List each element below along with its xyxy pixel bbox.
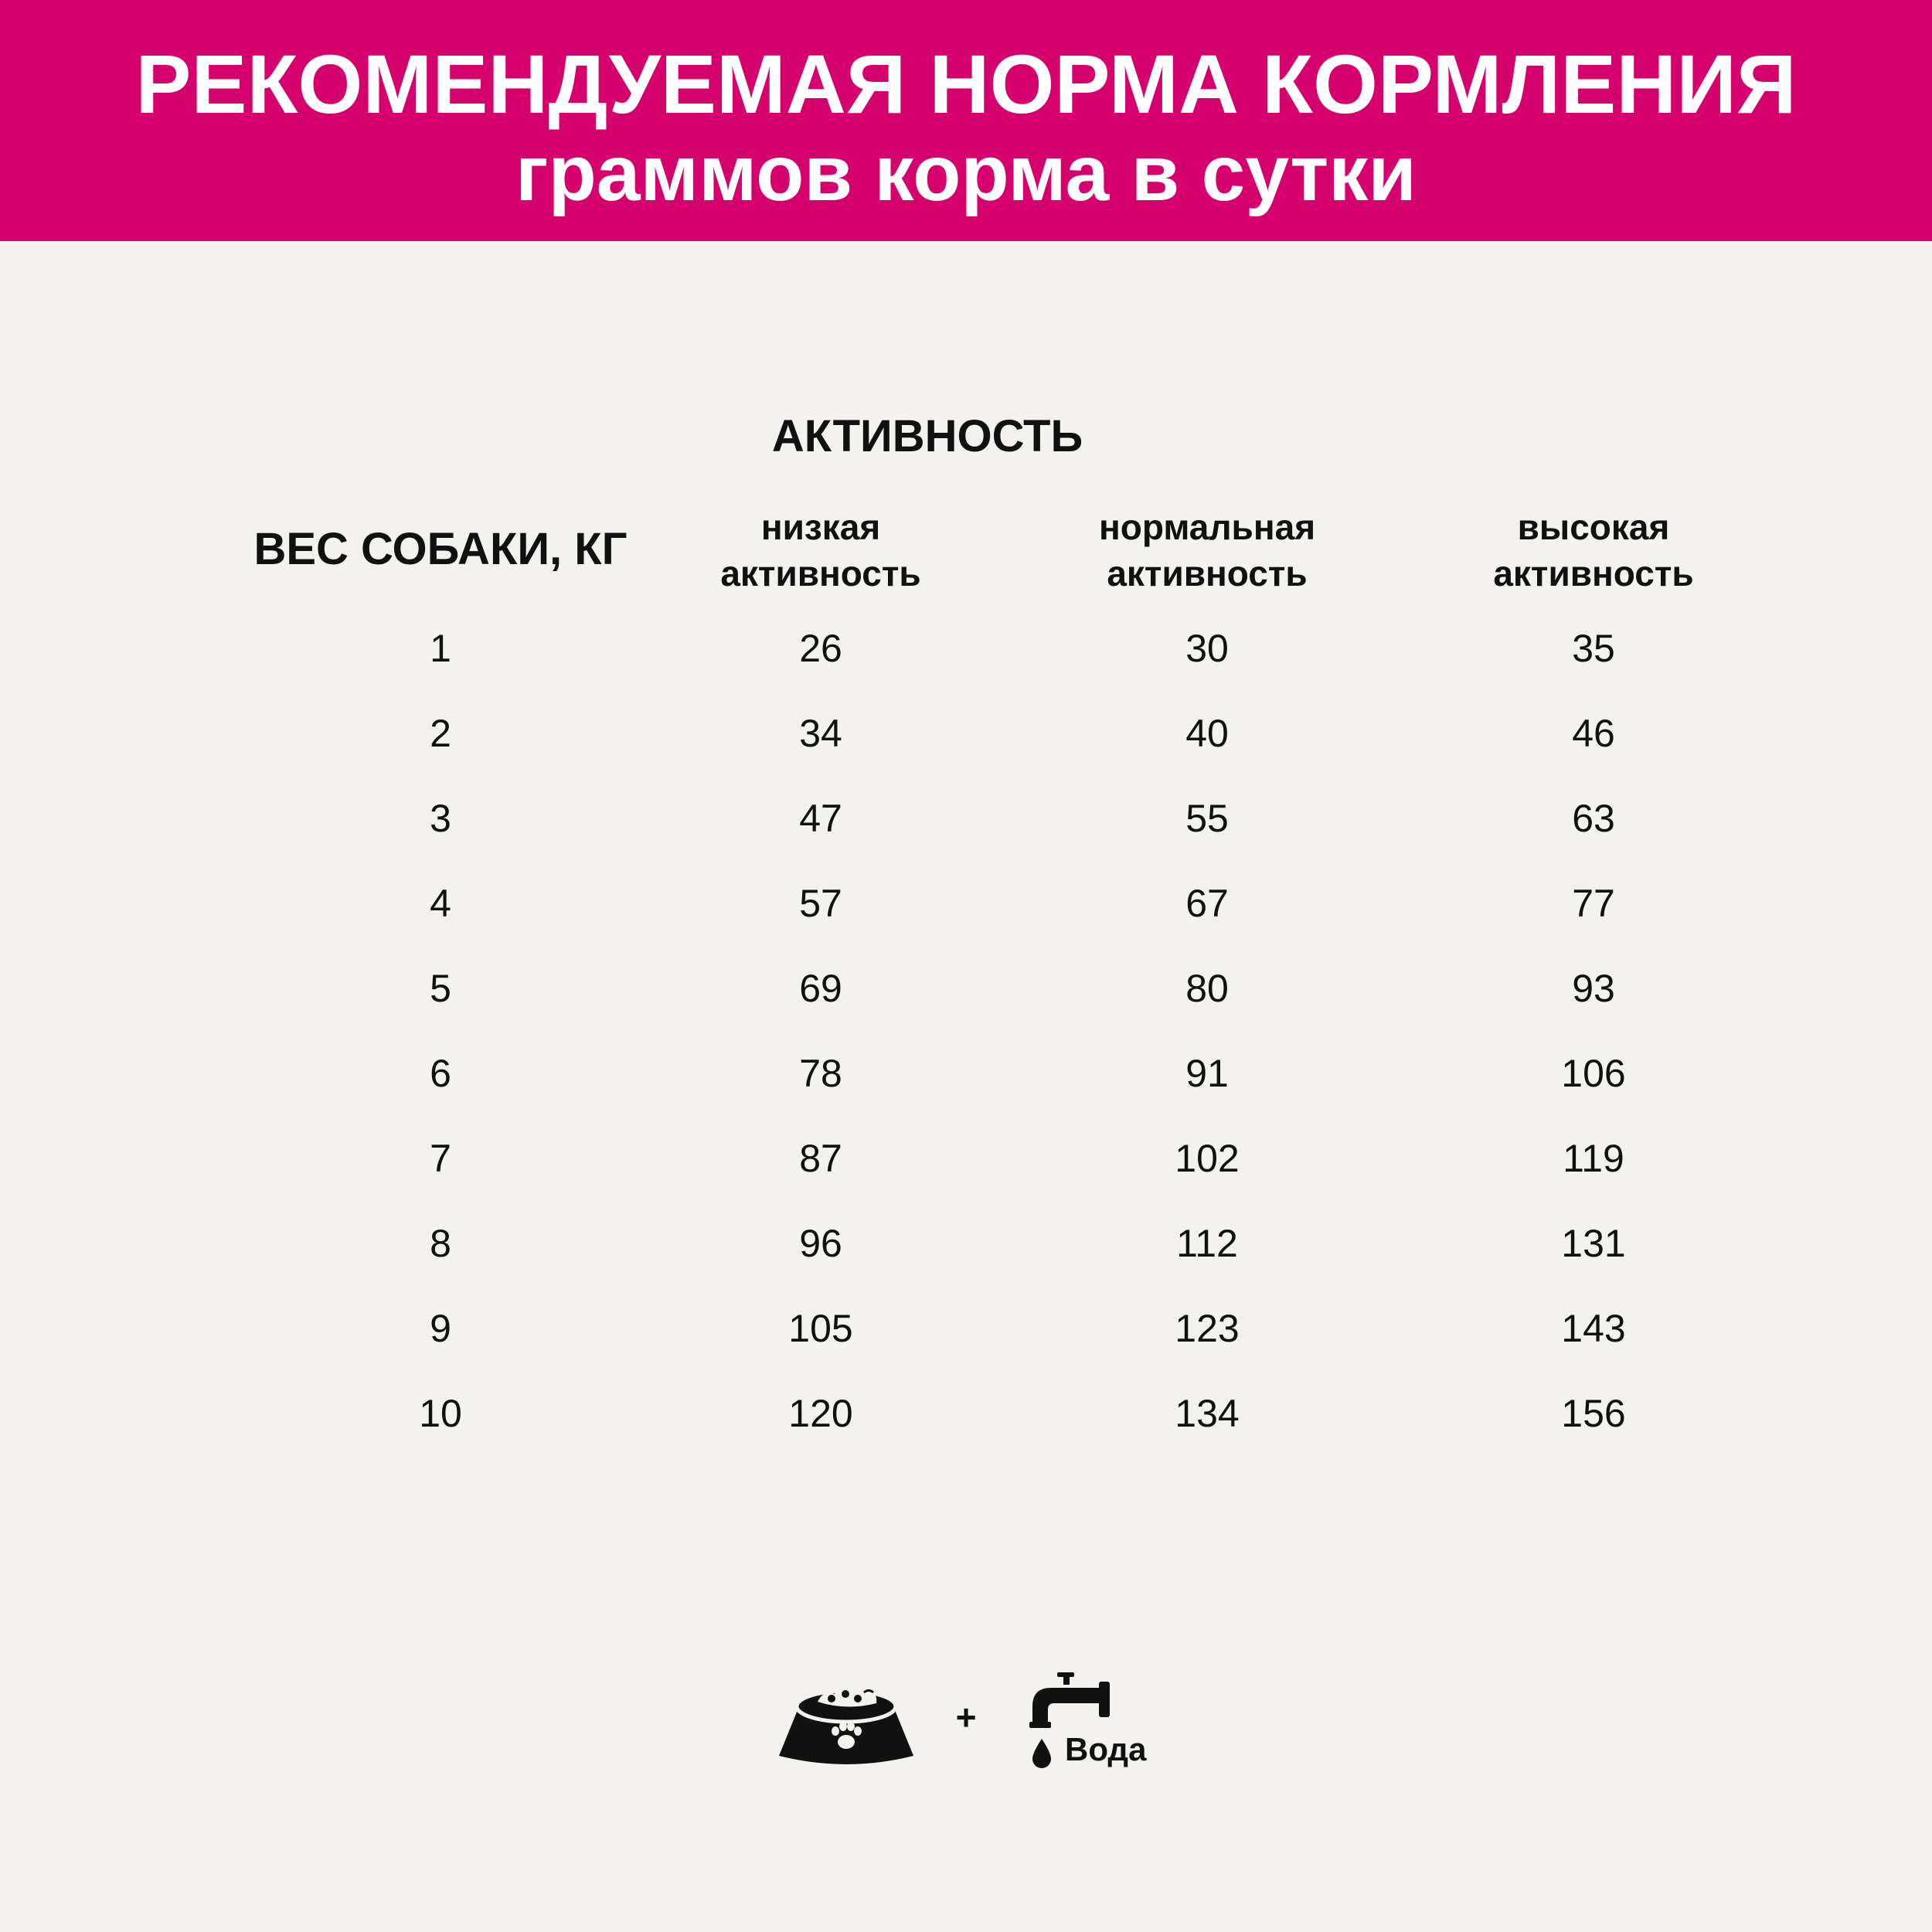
weight-cell: 5 [430,967,451,1010]
normal-activity-cell: 67 [1185,882,1229,925]
normal-activity-cell: 80 [1185,967,1229,1010]
high-activity-cell: 143 [1561,1307,1626,1350]
activity-group-label: АКТИВНОСТЬ [771,411,1083,461]
table-row [0,1388,1932,1473]
weight-cell: 9 [430,1307,451,1350]
high-activity-cell: 35 [1572,627,1615,670]
normal-activity-cell: 134 [1175,1392,1240,1435]
normal-activity-cell: 112 [1176,1222,1238,1265]
weight-cell: 6 [430,1052,451,1095]
low-activity-cell: 120 [788,1392,853,1435]
table-row [0,1133,1932,1218]
table-row [0,793,1932,878]
table-row [0,963,1932,1048]
high-activity-column-header [1346,504,1841,597]
table-row [0,1303,1932,1388]
weight-cell: 7 [430,1137,451,1180]
high-activity-cell: 119 [1563,1137,1624,1180]
low-activity-cell: 26 [799,627,842,670]
normal-activity-cell: 40 [1185,712,1229,755]
normal-activity-cell: 91 [1185,1052,1229,1095]
dog-food-bowl-icon [776,1679,917,1768]
high-activity-cell: 156 [1561,1392,1626,1435]
normal-activity-cell: 102 [1175,1137,1240,1180]
table-row [0,1218,1932,1303]
low-activity-cell: 105 [788,1307,853,1350]
column-header-line2: активность [720,553,921,594]
weight-cell: 1 [430,627,451,670]
low-activity-cell: 78 [799,1052,842,1095]
column-header-line2: активность [1493,553,1694,594]
low-activity-cell: 34 [799,712,842,755]
table-row [0,708,1932,793]
normal-activity-cell: 30 [1185,627,1229,670]
high-activity-cell: 46 [1572,712,1615,755]
weight-cell: 10 [419,1392,462,1435]
low-activity-cell: 47 [799,797,842,840]
column-header-line1: высокая [1517,507,1670,547]
water-drop-icon [1031,1737,1053,1768]
high-activity-cell: 77 [1572,882,1615,925]
feeding-table [0,623,1932,1473]
high-activity-cell: 106 [1561,1052,1626,1095]
low-activity-cell: 57 [799,882,842,925]
weight-cell: 4 [430,882,451,925]
weight-cell: 8 [430,1222,451,1265]
table-row [0,623,1932,708]
normal-activity-cell: 123 [1175,1307,1240,1350]
page-subtitle: граммов корма в сутки [515,129,1417,217]
table-row [0,1048,1932,1133]
plus-sign: + [955,1697,977,1737]
low-activity-cell: 69 [799,967,842,1010]
column-header-line1: низкая [760,507,881,547]
column-header-line2: активность [1107,553,1308,594]
low-activity-cell: 87 [799,1137,842,1180]
low-activity-cell: 96 [799,1222,842,1265]
weight-column-header: ВЕС СОБАКИ, КГ [253,524,628,574]
table-row [0,878,1932,963]
high-activity-cell: 63 [1572,797,1615,840]
water-label: Вода [1065,1731,1147,1767]
high-activity-cell: 93 [1572,967,1615,1010]
weight-cell: 3 [430,797,451,840]
page-title: РЕКОМЕНДУЕМАЯ НОРМА КОРМЛЕНИЯ [135,37,1797,131]
high-activity-cell: 131 [1561,1222,1626,1265]
header-banner [0,0,1932,241]
weight-cell: 2 [430,712,451,755]
normal-activity-cell: 55 [1185,797,1229,840]
column-header-line1: нормальная [1098,507,1316,547]
